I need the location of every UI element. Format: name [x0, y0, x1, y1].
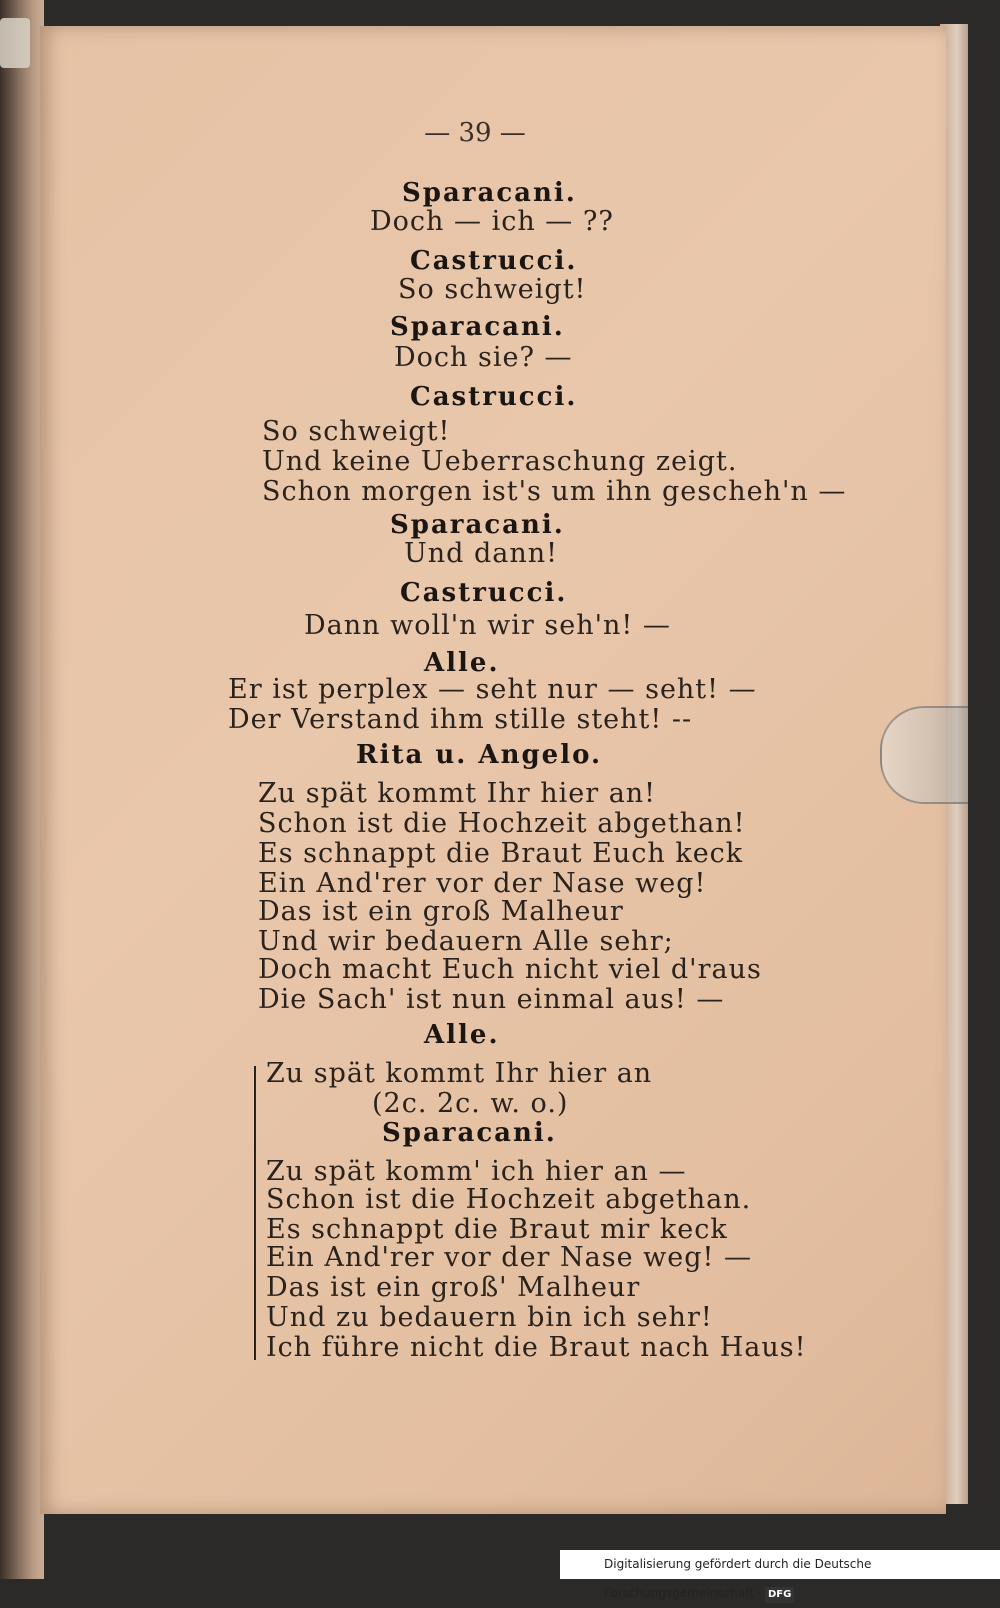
text-line: Doch sie? —	[394, 342, 573, 373]
text-line: Es schnappt die Braut mir keck	[266, 1214, 728, 1245]
text-line: Zu spät komm' ich hier an —	[266, 1156, 687, 1187]
digitization-footer	[560, 1550, 1000, 1600]
text-line: Ein And'rer vor der Nase weg!	[258, 868, 707, 899]
text-line: Doch — ich — ??	[370, 206, 614, 237]
speaker-label: Sparacani.	[382, 1118, 557, 1148]
text-line: Das ist ein groß Malheur	[258, 896, 624, 927]
text-line: Und dann!	[404, 538, 559, 569]
choral-brace	[254, 1066, 262, 1360]
speaker-label: Sparacani.	[402, 178, 577, 208]
text-line: So schweigt!	[398, 274, 587, 305]
speaker-label: Sparacani.	[390, 312, 565, 342]
text-line: Zu spät kommt Ihr hier an	[266, 1058, 653, 1089]
binding-clip	[0, 18, 30, 68]
text-line: (2c. 2c. w. o.)	[372, 1088, 569, 1119]
text-line: Schon ist die Hochzeit abgethan!	[258, 808, 746, 839]
text-line: Und wir bedauern Alle sehr;	[258, 926, 674, 957]
text-line: Doch macht Euch nicht viel d'raus	[258, 954, 762, 985]
speaker-label: Castrucci.	[400, 578, 568, 608]
text-line: Und zu bedauern bin ich sehr!	[266, 1302, 713, 1333]
text-line: So schweigt!	[262, 416, 451, 447]
text-line: Ich führe nicht die Braut nach Haus!	[266, 1332, 807, 1363]
speaker-label: Alle.	[424, 648, 500, 678]
text-line: Schon ist die Hochzeit abgethan.	[266, 1184, 752, 1215]
text-line: Dann woll'n wir seh'n! —	[304, 610, 671, 641]
text-line: Der Verstand ihm stille steht! --	[228, 704, 693, 735]
speaker-label: Alle.	[424, 1020, 500, 1050]
footer-text: Digitalisierung gefördert durch die Deutsche Forschungsgemeinschaft -	[604, 1557, 872, 1600]
text-line: Ein And'rer vor der Nase weg! —	[266, 1242, 752, 1273]
text-line: Er ist perplex — seht nur — seht! —	[228, 674, 757, 705]
text-line: Die Sach' ist nun einmal aus! —	[258, 984, 725, 1015]
speaker-label: Rita u. Angelo.	[356, 740, 603, 770]
text-line: Es schnappt die Braut Euch keck	[258, 838, 744, 869]
speaker-label: Sparacani.	[390, 510, 565, 540]
book-binding	[0, 0, 44, 1579]
dfg-logo-icon: DFG	[765, 1587, 794, 1603]
speaker-label: Castrucci.	[410, 246, 578, 276]
text-line: Zu spät kommt Ihr hier an!	[258, 778, 657, 809]
page-number: — 39 —	[424, 118, 526, 148]
text-line: Und keine Ueberraschung zeigt.	[262, 446, 738, 477]
text-line: Das ist ein groß' Malheur	[266, 1272, 641, 1303]
speaker-label: Castrucci.	[410, 382, 578, 412]
text-line: Schon morgen ist's um ihn gescheh'n —	[262, 476, 847, 507]
page-clip	[880, 706, 968, 804]
